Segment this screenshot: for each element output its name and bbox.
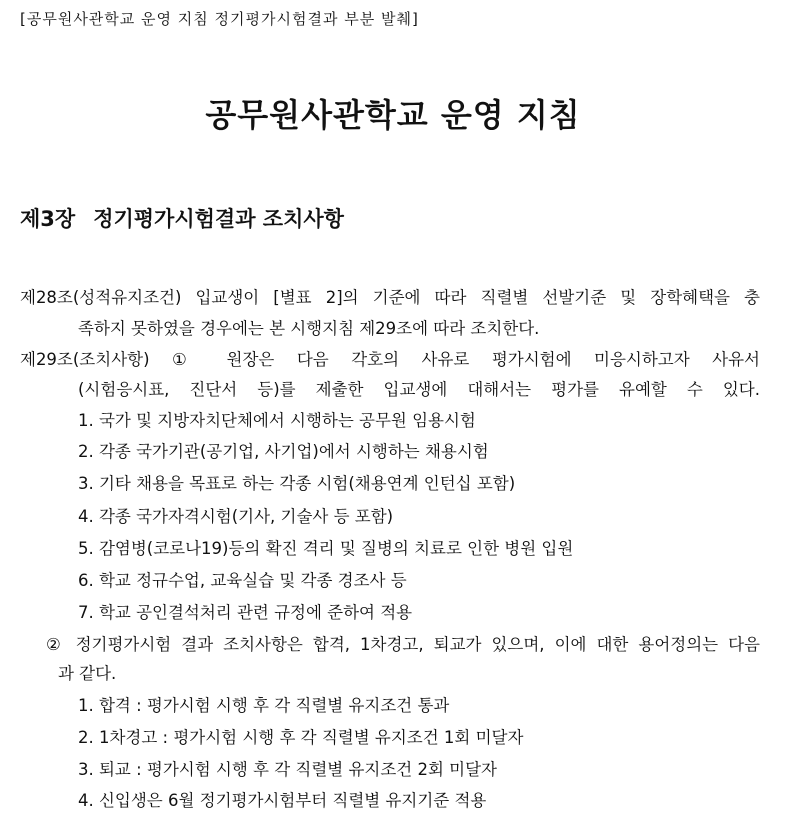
list-item: 5. 감염병(코로나19)등의 확진 격리 및 질병의 치료로 인한 병원 입원	[78, 539, 574, 558]
list-item: 2. 1차경고 : 평가시험 시행 후 각 직렬별 유지조건 1회 미달자	[78, 728, 524, 747]
list-item: 2. 각종 국가기관(공기업, 사기업)에서 시행하는 채용시험	[78, 442, 489, 461]
chapter-heading	[20, 203, 344, 233]
list-item: 6. 학교 정규수업, 교육실습 및 각종 경조사 등	[78, 571, 407, 590]
list-item: 1. 합격 : 평가시험 시행 후 각 직렬별 유지조건 통과	[78, 696, 450, 715]
article-29-para-2-line-2: 과 같다.	[58, 664, 117, 683]
list-item: 4. 신입생은 6월 정기평가시험부터 직렬별 유지기준 적용	[78, 791, 487, 810]
list-item: 4. 각종 국가자격시험(기사, 기술사 등 포함)	[78, 507, 394, 526]
article-28-line-2: 족하지 못하였을 경우에는 본 시행지침 제29조에 따라 조치한다.	[78, 319, 540, 338]
article-29-line-2: (시험응시표, 진단서 등)를 제출한 입교생에 대해서는 평가를 유예할 수 있다.	[78, 380, 760, 399]
list-item: 3. 기타 채용을 목표로 하는 각종 시험(채용연계 인턴십 포함)	[78, 474, 516, 493]
article-28-line-1: 제28조(성적유지조건) 입교생이 [별표 2]의 기준에 따라 직렬별 선발기준 및 장학혜택을 충	[20, 288, 760, 307]
list-item: 1. 국가 및 지방자치단체에서 시행하는 공무원 임용시험	[78, 411, 476, 430]
list-item: 3. 퇴교 : 평가시험 시행 후 각 직렬별 유지조건 2회 미달자	[78, 760, 497, 779]
document-title: 공무원사관학교 운영 지침	[205, 96, 581, 134]
header-note: [공무원사관학교 운영 지침 정기평가시험결과 부분 발췌]	[20, 10, 419, 28]
chapter-title: 정기평가시험결과 조치사항	[93, 207, 344, 231]
article-29-line-1: 제29조(조치사항) ① 원장은 다음 각호의 사유로 평가시험에 미응시하고자 사유서	[20, 350, 760, 369]
list-item: 7. 학교 공인결석처리 관련 규정에 준하여 적용	[78, 603, 413, 622]
chapter-number: 제3장	[20, 207, 76, 231]
article-29-para-2-line-1: ② 정기평가시험 결과 조치사항은 합격, 1차경고, 퇴교가 있으며, 이에 대한 용어정의는 다음	[46, 635, 760, 654]
